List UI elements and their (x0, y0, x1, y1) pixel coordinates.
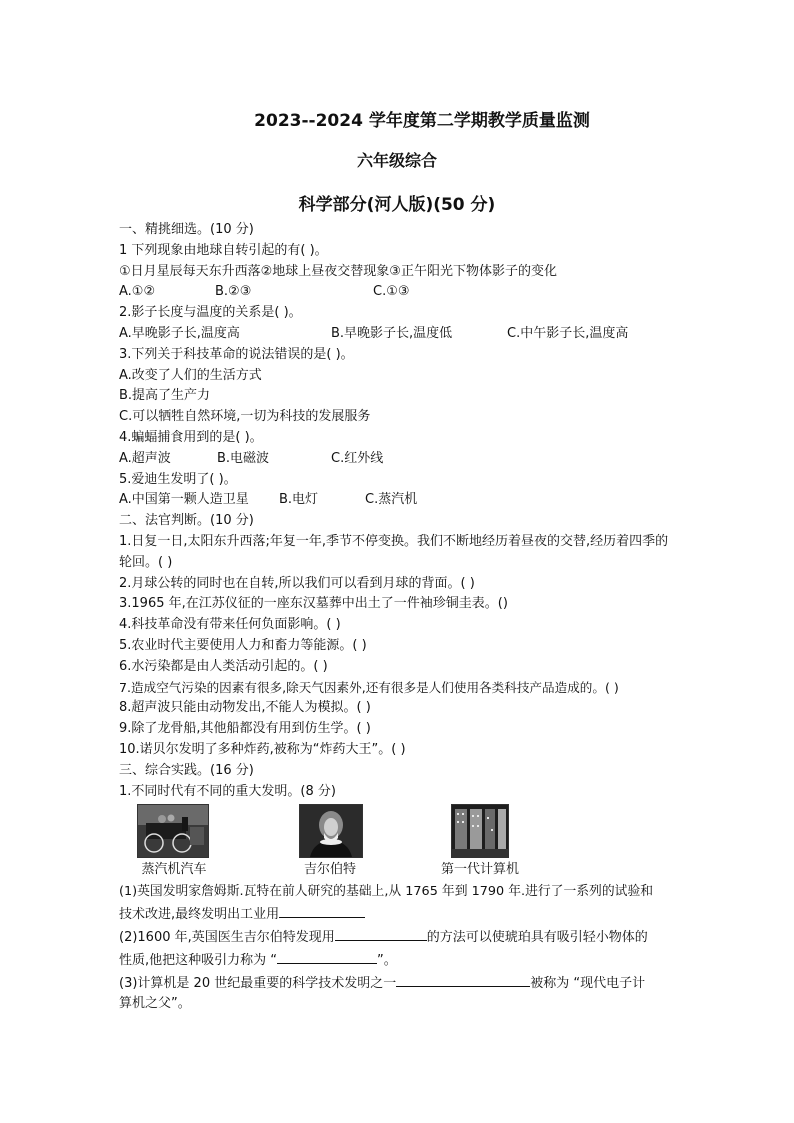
gilbert-portrait (299, 804, 363, 858)
q1-stem: 1 下列现象由地球自转引起的有( )。 (119, 242, 328, 258)
exam-body (119, 220, 679, 1015)
s3-p1-text: 技术改进,最终发明出工业用 (119, 907, 280, 923)
judge-item: 1.日复一日,太阳东升西落;年复一年,季节不停变换。我们不断地经历着昼夜的交替,经历着四季的轮回。( ) (119, 533, 669, 570)
s3-p1-line2 (119, 903, 679, 926)
q2-stem: 2.影子长度与温度的关系是( )。 (119, 305, 302, 321)
q4-stem: 4.蝙蝠捕食用到的是( )。 (119, 429, 263, 445)
q2-option-c[interactable]: C.中午影子长,温度高 (507, 325, 629, 341)
judge-item: 3.1965 年,在江苏仪征的一座东汉墓葬中出土了一件袖珍铜圭表。() (119, 596, 508, 612)
q3-option-b[interactable]: B.提高了生产力 (119, 388, 211, 404)
section1-heading: 一、精挑细选。(10 分) (119, 222, 254, 237)
judge-item: 2.月球公转的同时也在自转,所以我们可以看到月球的背面。( ) (119, 575, 475, 591)
answer-blank-4[interactable] (396, 972, 530, 987)
q5-option-a[interactable]: A.中国第一颗人造卫星 (119, 492, 249, 508)
judge-item: 10.诺贝尔发明了多种炸药,被称为“炸药大王”。( ) (119, 741, 406, 757)
q1-option-b[interactable]: B.②③ (215, 284, 252, 300)
q5-stem: 5.爱迪生发明了( )。 (119, 471, 237, 487)
q2-option-b[interactable]: B.早晚影子长,温度低 (331, 325, 453, 341)
answer-blank-2[interactable] (335, 926, 427, 941)
steam-car-photo (137, 804, 209, 858)
judge-item: 6.水污染都是由人类活动引起的。( ) (119, 658, 328, 674)
q5-options (119, 490, 679, 511)
q4-option-c[interactable]: C.红外线 (331, 450, 384, 466)
s3-p3-text-a: (3)计算机是 20 世纪最重要的科学技术发明之一 (119, 975, 397, 991)
s3-q1-stem: 1.不同时代有不同的重大发明。(8 分) (119, 783, 336, 799)
s3-p2-text-a: (2)1600 年,英国医生吉尔伯特发现用 (119, 929, 335, 945)
section2-heading: 二、法官判断。(10 分) (119, 513, 254, 529)
q1-note: ①日月星辰每天东升西落②地球上昼夜交替现象③正午阳光下物体影子的变化 (119, 263, 557, 279)
q4-options (119, 449, 679, 470)
s3-p2-text-c: 性质,他把这种吸引力称为 “ (119, 952, 277, 968)
computer-caption: 第一代计算机 (440, 862, 519, 878)
s3-p2-text-b: 的方法可以使琥珀具有吸引轻小物体的 (426, 929, 648, 945)
q1-options (119, 282, 679, 303)
judge-item: 8.超声波只能由动物发出,不能人为模拟。( ) (119, 700, 371, 716)
steam-car-caption: 蒸汽机汽车 (141, 862, 207, 878)
s3-p2-line2 (119, 949, 679, 972)
first-computer-photo (451, 804, 509, 858)
answer-blank-3[interactable] (277, 949, 377, 964)
gilbert-caption: 吉尔伯特 (303, 862, 356, 878)
judge-item: 5.农业时代主要使用人力和畜力等能源。( ) (119, 637, 367, 653)
q3-option-c[interactable]: C.可以牺牲自然环境,一切为科技的发展服务 (119, 409, 371, 425)
exam-title: 2023--2024 学年度第二学期教学质量监测 (254, 111, 590, 131)
q5-option-c[interactable]: C.蒸汽机 (365, 492, 418, 508)
subject-title: 科学部分(河人版)(50 分) (298, 195, 496, 215)
judge-item: 9.除了龙骨船,其他船都没有用到仿生学。( ) (119, 721, 371, 737)
grade-title: 六年级综合 (356, 151, 437, 170)
q1-option-a[interactable]: A.①② (119, 284, 156, 300)
q5-option-b[interactable]: B.电灯 (279, 492, 319, 508)
q3-stem: 3.下列关于科技革命的说法错误的是( )。 (119, 346, 354, 362)
s3-p1-line1: (1)英国发明家詹姆斯.瓦特在前人研究的基础上,从 1765 年到 1790 年.进行了一系列的试验和 (119, 884, 654, 900)
answer-blank-1[interactable] (279, 903, 365, 918)
section3-heading: 三、综合实践。(16 分) (119, 762, 254, 778)
q4-option-b[interactable]: B.电磁波 (217, 450, 270, 466)
s3-p2-line1 (119, 926, 679, 949)
s3-p3-text-b: 被称为 “现代电子计 (530, 975, 646, 991)
q2-options (119, 324, 679, 345)
q4-option-a[interactable]: A.超声波 (119, 450, 171, 466)
q2-option-a[interactable]: A.早晚影子长,温度高 (119, 325, 240, 341)
s3-p2-text-d: ”。 (377, 952, 397, 968)
s3-p3-line1 (119, 972, 679, 995)
q1-option-c[interactable]: C.①③ (373, 284, 410, 300)
q3-option-a[interactable]: A.改变了人们的生活方式 (119, 367, 262, 383)
judge-item: 7.造成空气污染的因素有很多,除天气因素外,还有很多是人们使用各类科技产品造成的。( ) (119, 679, 619, 695)
s3-p3-line2: 算机之父”。 (119, 996, 191, 1012)
invention-images (119, 804, 679, 882)
judge-item: 4.科技革命没有带来任何负面影响。( ) (119, 617, 341, 633)
